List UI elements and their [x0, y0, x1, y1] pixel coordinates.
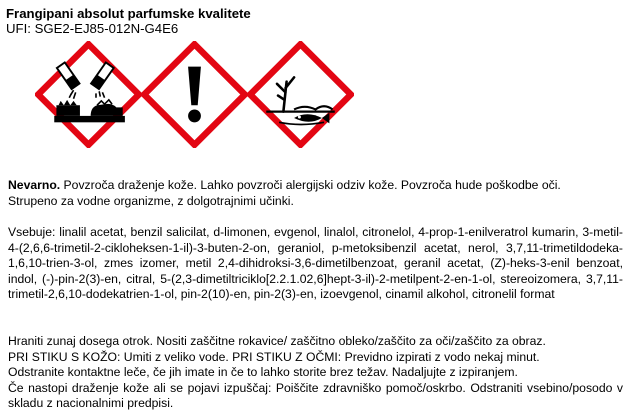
corrosion-icon — [35, 41, 142, 148]
signal-word: Nevarno. — [8, 178, 61, 192]
composition-text: Vsebuje: linalil acetat, benzil salicilat, d-limonen, evgenol, linalol, citronelol, 4-prop-1-enilveratrol kumarin, 3-metil-4-(2,6,6-trimetil-2-cikloheksen-1-il)-3-buten-2-on, geraniol, p-metoksibenzil acetat, nerol, 3,7,11-trimetildodeka-1,6,10-trien-3-ol, zmes izomer, metil 2,4-dihidroksi-3,6-dimetilbenzoat, geranil acetat, (Z)-heks-3-enil benzoat, indol, (-)-pin-2(3)-en, citral, 5-(2,3-dimetiltriciklo[2.2.1.02,6]hept-3-il)-2-metilpent-2-en-1-ol, stereoizomera, 3,7,11-trimetil-2,6,10-dodekatrien-1-ol, pin-2(10)-en, pin-2(3)-en, izoevgenol, cinamil alkohol, citronelil format — [8, 225, 623, 302]
precautionary-line: Hraniti zunaj dosega otrok. Nositi zaščitne rokavice/ zaščitno obleko/zaščito za oči/zaščito za obraz. — [8, 334, 546, 348]
ufi-code: UFI: SGE2-EJ85-012N-G4E6 — [6, 21, 179, 36]
product-name: Frangipani absolut parfumske kvalitete — [6, 6, 251, 21]
exclamation-mark-icon — [141, 41, 248, 148]
precautionary-line: Odstranite kontaktne leče, če jih imate in če to lahko storite brez težav. Nadaljujte z izpiranjem. — [8, 365, 518, 380]
hazard-statement: Povzroča draženje kože. Lahko povzroči alergijski odziv kože. Povzroča hude poškodbe oči. — [60, 178, 561, 192]
hazard-statements — [8, 178, 623, 209]
precautionary-line: Če nastopi draženje kože ali se pojavi izpuščaj: Poiščite zdravniško pomoč/oskrbo. Odstraniti vsebino/posodo v skladu z nacionalnimi predpisi. — [8, 380, 623, 411]
ghs-pictograms — [35, 41, 355, 148]
precautionary-statements — [8, 334, 623, 412]
environment-hazard-icon — [247, 41, 354, 148]
precautionary-line: PRI STIKU S KOŽO: Umiti z veliko vode. PRI STIKU Z OČMI: Previdno izpirati z vodo nekaj minut. — [8, 349, 540, 364]
hazard-statement: Strupeno za vodne organizme, z dolgotrajnimi učinki. — [8, 193, 294, 208]
